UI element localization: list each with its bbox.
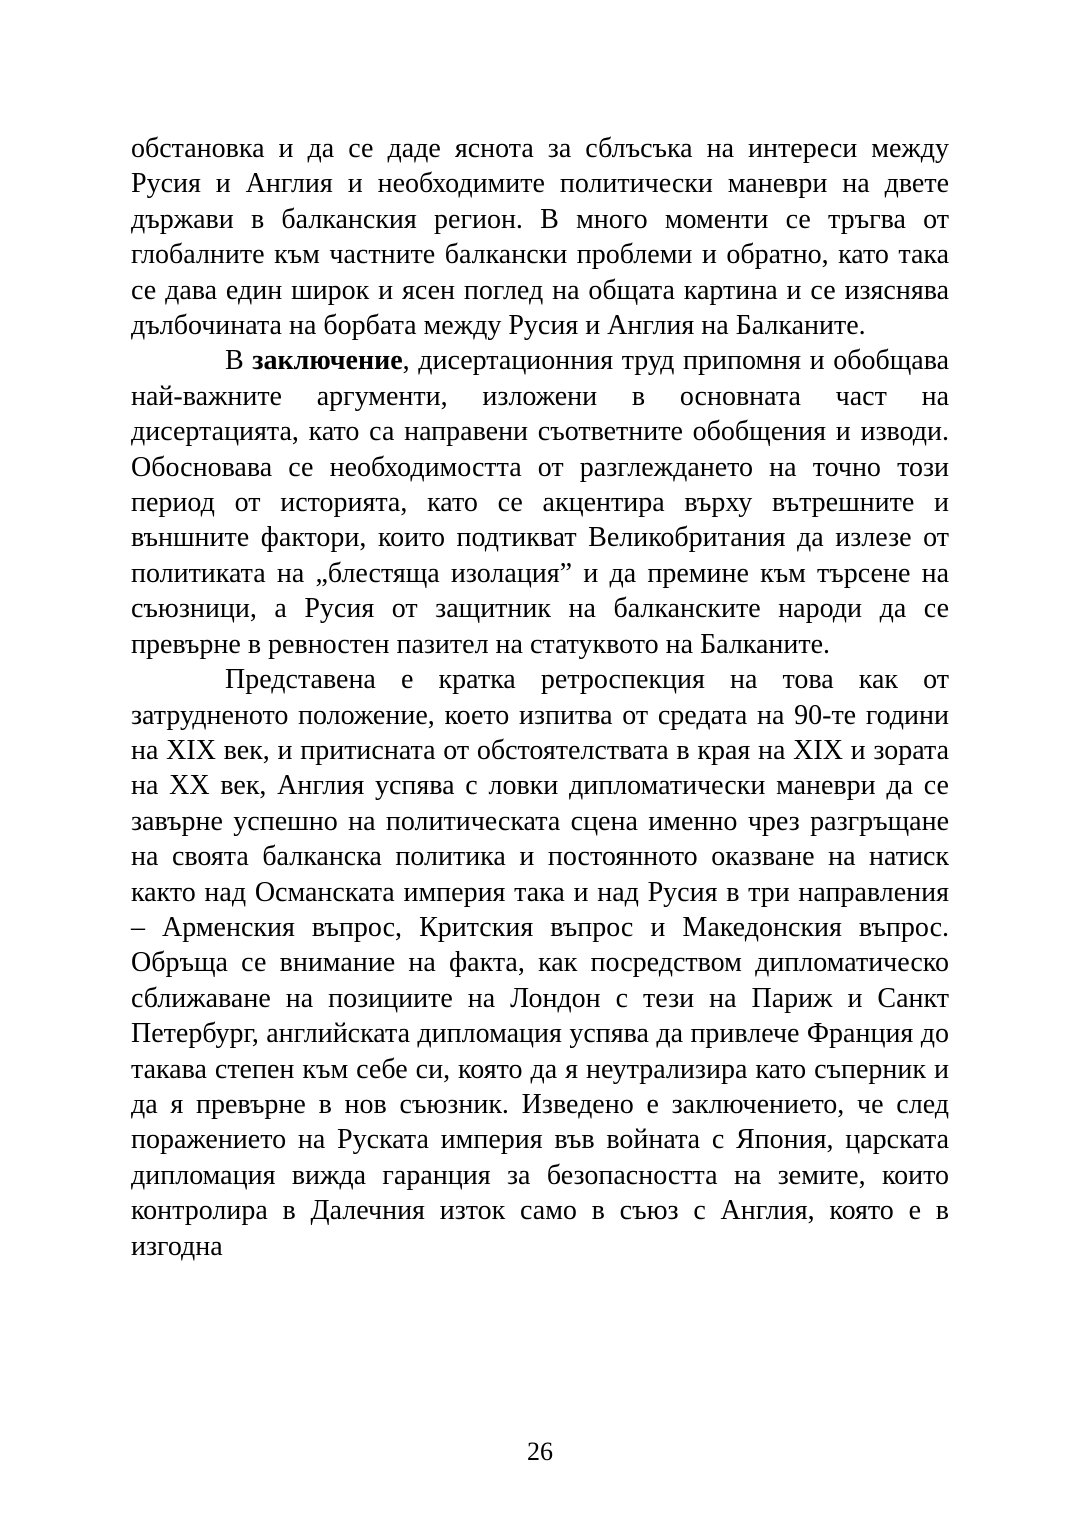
paragraph-2-bold-term: заключение (252, 345, 403, 377)
page-number: 26 (527, 1437, 553, 1466)
paragraph-2-lead: В (225, 345, 253, 377)
paragraph-2 (131, 343, 949, 662)
paragraph-3: Представена е кратка ретроспекция на това как от затрудненото положение, което изпитва от средата на 90-те години на XIX век, и притисната от обстоятелствата в края на XIX и зората на XX век, Англия успява с ловки дипломатически маневри да се завърне успешно на политическата сцена именно чрез разгръщане на своята балканска политика и постоянното оказване на натиск както над Османската империя така и над Русия в три направления – Арменския въпрос, Критския въпрос и Македонския въпрос. Обръща се внимание на факта, как посредством дипломатическо сближаване на позициите на Лондон с тези на Париж и Санкт Петербург, английската дипломация успява да привлече Франция до такава степен към себе си, която да я неутрализира като съперник и да я превърне в нов съюзник. Изведено е заключението, че след поражението на Руската империя във войната с Япония, царската дипломация вижда гаранция за безопасността на земите, които контролира в Далечния изток само в съюз с Англия, която е в изгодна (131, 664, 949, 1262)
paragraph-1: обстановка и да се даде яснота за сблъсъка на интереси между Русия и Англия и необходимите политически маневри на двете държави в балканския регион. В много моменти се тръгва от глобалните към частните балкански проблеми и обратно, като така се дава един широк и ясен поглед на общата картина и се изяснява дълбочината на борбата между Русия и Англия на Балканите. (131, 133, 949, 342)
page-body (131, 131, 949, 1264)
paragraph-2-rest: , дисертационния труд припомня и обобщава най-важните аргументи, изложени в основната част на дисертацията, като са направени съответните обобщения и изводи. Обосновава се необходимостта от разглеждането на точно този период от историята, като се акцентира върху вътрешните и външните фактори, които подтикват Великобритания да излезе от политиката на „блестяща изолация” и да премине към търсене на съюзници, а Русия от защитник на балканските народи да се превърне в ревностен пазител на статуквото на Балканите. (131, 345, 949, 660)
